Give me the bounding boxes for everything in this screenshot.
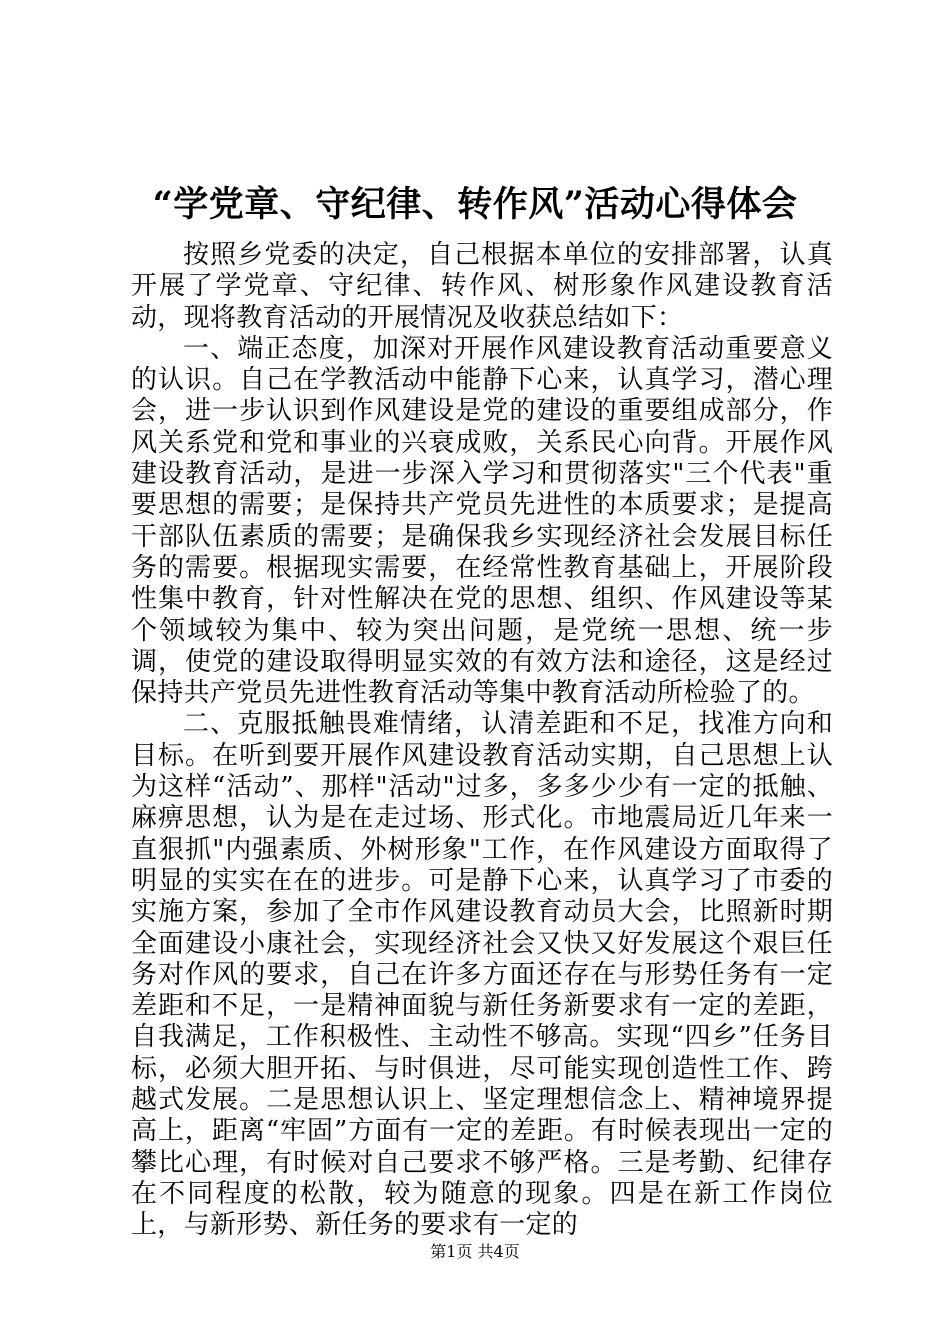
page-footer: 第1页 共4页 [430,1242,520,1261]
paragraph-section-one: 一、端正态度，加深对开展作风建设教育活动重要意义的认识。自己在学教活动中能静下心来，认真学习，潜心理会，进一步认识到作风建设是党的建设的重要组成部分，作风关系党和党和事业的兴衰成败，关系民心向背。开展作风建设教育活动，是进一步深入学习和贯彻落实"三个代表"重要思想的需要；是保持共产党员先进性的本质要求；是提高干部队伍素质的需要；是确保我乡实现经济社会发展目标任务的需要。根据现实需要，在经常性教育基础上，开展阶段性集中教育，针对性解决在党的思想、组织、作风建设等某个领域较为集中、较为突出问题，是党统一思想、统一步调，使党的建设取得明显实效的有效方法和途径，这是经过保持共产党员先进性教育活动等集中教育活动所检验了的。 [131,333,833,709]
document-body [131,240,833,1242]
document-title: “学党章、守纪律、转作风”活动心得体会 [152,184,798,225]
paragraph-section-two: 二、克服抵触畏难情绪，认清差距和不足，找准方向和目标。在听到要开展作风建设教育活动实期，自己思想上认为这样“活动”、那样"活动"过多，多多少少有一定的抵触、麻痹思想，认为是在走过场、形式化。市地震局近几年来一直狠抓"内强素质、外树形象"工作，在作风建设方面取得了明显的实实在在的进步。可是静下心来，认真学习了市委的实施方案，参加了全市作风建设教育动员大会，比照新时期全面建设小康社会，实现经济社会又快又好发展这个艰巨任务对作风的要求，自己在许多方面还存在与形势任务有一定差距和不足，一是精神面貌与新任务新要求有一定的差距，自我满足，工作积极性、主动性不够高。实现“四乡”任务目标，必须大胆开拓、与时俱进，尽可能实现创造性工作、跨越式发展。二是思想认识上、坚定理想信念上、精神境界提高上，距离“牢固”方面有一定的差距。有时候表现出一定的攀比心理，有时候对自己要求不够严格。三是考勤、纪律存在不同程度的松散，较为随意的现象。四是在新工作岗位上，与新形势、新任务的要求有一定的 [131,709,833,1241]
paragraph-intro: 按照乡党委的决定，自己根据本单位的安排部署，认真开展了学党章、守纪律、转作风、树形象作风建设教育活动，现将教育活动的开展情况及收获总结如下： [131,240,833,333]
